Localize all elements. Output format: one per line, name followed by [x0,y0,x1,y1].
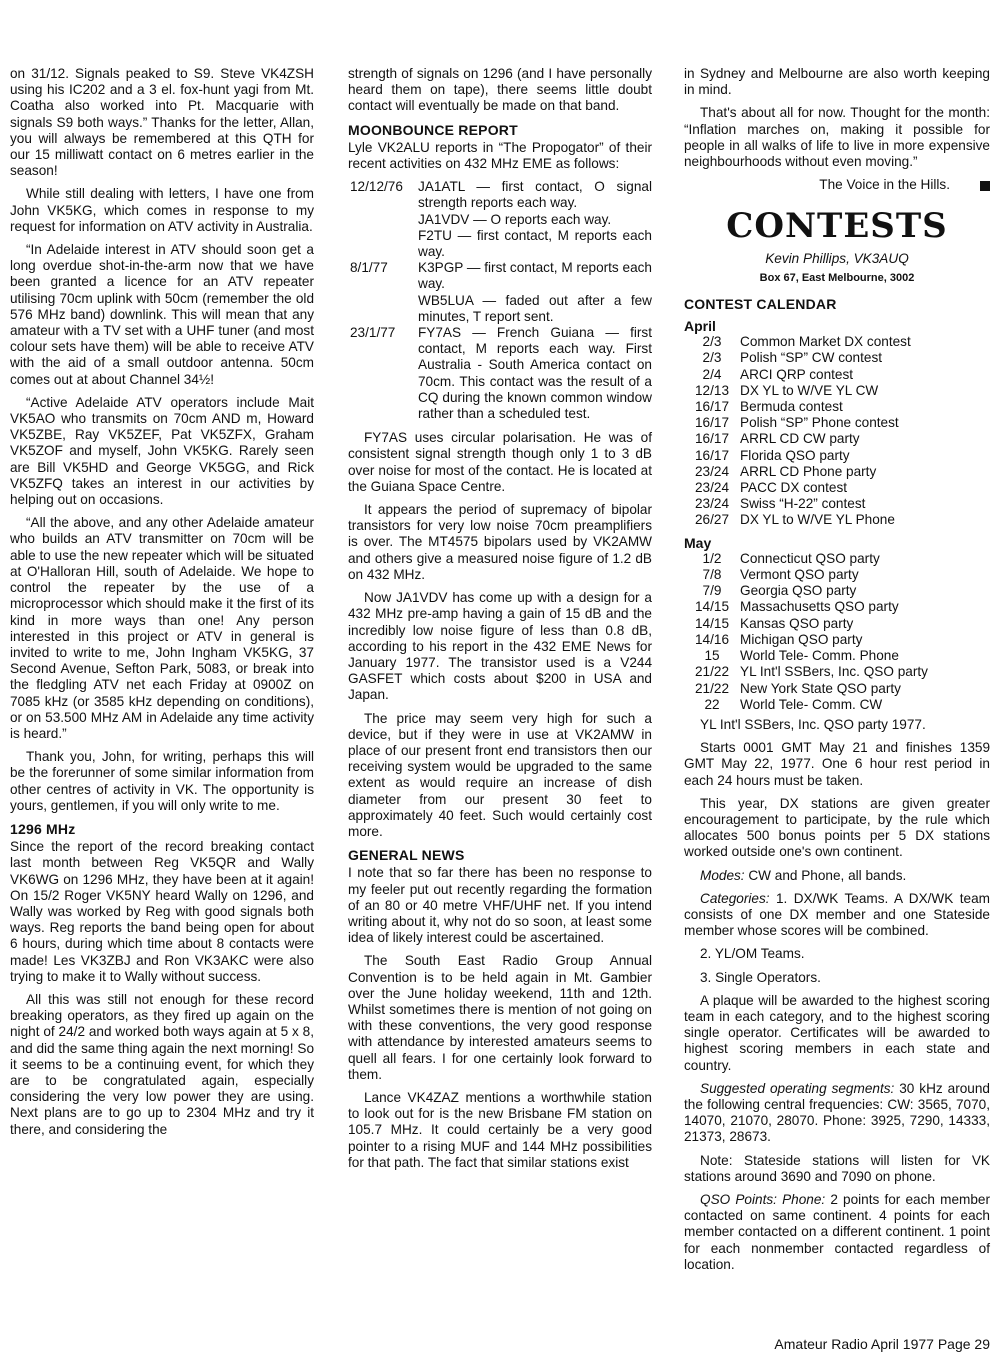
calendar-row: 14/15 Massachusetts QSO party [694,599,899,615]
paragraph: Starts 0001 GMT May 21 and finishes 1359 GMT May 22, 1977. One 6 hour rest period in each 24 hours must be taken. [684,740,990,788]
calendar-row: 14/15 Kansas QSO party [694,615,854,631]
paragraph: Since the report of the record breaking contact last month between Reg VK5QR and Wally VK6WG on 1296 MHz, they have been at it again! On 15/2 Roger VK5NY heard Wally on 1296, and Wally was worked by Reg with good signals both ways. Reg reports the band being open for about 6 hours, during which time about 8 contacts were made! Les VK3ZBJ and Ron VK3AKC were also trying to make it to Wally without success. [10,839,314,984]
calendar-row: 23/24 PACC DX contest [694,480,848,496]
calendar-row: 21/22 New York State QSO party [694,680,901,696]
april-calendar [684,334,990,528]
log-line: JA1VDV — O reports each way. [418,211,612,227]
signature: The Voice in the Hills. [819,177,950,193]
modes-label: Modes: [700,867,745,883]
paragraph: It appears the period of supremacy of bipolar transistors for very low noise 70cm preamplifiers is over. The MT4575 bipolars used by VK2AMW and others give a measured noise figure of 1.2 dB on 432 MHz. [348,502,652,582]
calendar-row: 1/2 Connecticut QSO party [702,550,880,566]
paragraph: on 31/12. Signals peaked to S9. Steve VK4ZSH using his IC202 and a 3 el. fox-hunt yagi from Mt. Coatha also worked into Pt. Macquarie with signals S9 both ways.” Thanks for the letter, Allan, you will always be remembered at this QTH for our 15 milliwatt contact on 6 metres earlier in the season! [10,66,314,179]
calendar-row: 12/13 DX YL to W/VE YL CW [694,382,879,398]
calendar-row: 23/24 ARRL CD Phone party [694,463,877,479]
calendar-row: 7/8 Vermont QSO party [702,567,859,583]
paragraph: All this was still not enough for these record breaking operators, as they fired up again on the night of 24/2 and worked both ways again at 5 x 8, and did the same thing again the next morning! So it seems to be a continuing event, for which they are to be congratulated again, especially considering the very low power they are using. Next plans are to go up to 2304 MHz and try it there, and considering the [10,991,314,1137]
log-row [348,325,652,422]
month-label-april: April [684,318,716,335]
paragraph: The price may seem very high for such a device, but if they were in use at VK2AMW in place of our present front end transistors then our receiving system would be upgraded to the same extent as would require an increase of dish diameter from our present 30 feet to approximately 40 feet. Such would certainly cost more. [348,710,652,839]
paragraph: Lyle VK2ALU reports in “The Propogator” of their recent activities on 432 MHz EME as follows: [348,139,652,172]
calendar-row: 23/24 Swiss “H-22” contest [694,496,866,512]
calendar-row: 16/17 Florida QSO party [694,447,850,463]
eme-log-table [348,179,652,422]
paragraph: A plaque will be awarded to the highest scoring team in each category, and to the highest scoring single operator. Certificates will be awarded to highest scoring members in each state and country. [684,992,990,1073]
calendar-row: 22 World Tele- Comm. CW [704,696,883,712]
log-row [348,179,652,260]
paragraph: QSO Points: Phone: 2 points for each member contacted on same continent. 4 points for each member contacted on a different continent. 1 point for each nonmember contacted regardless of location. [684,1191,990,1272]
log-line: JA1ATL — first contact, O signal strength reports each way. [418,179,652,211]
paragraph: in Sydney and Melbourne are also worth keeping in mind. [684,66,990,98]
contests-title: CONTESTS [726,206,948,247]
paragraph: Modes: CW and Phone, all bands. [700,867,907,883]
calendar-row: 16/17 ARRL CD CW party [694,431,860,447]
column-3 [684,66,990,1280]
paragraph: FY7AS uses circular polarisation. He was of consistent signal strength though only 1 to 3 dB over noise for most of the contact. He is located at the Guiana Space Centre. [348,430,652,494]
paragraph: 3. Single Operators. [700,969,821,985]
log-date: 8/1/77 [350,260,388,276]
end-of-article-icon [980,181,990,191]
paragraph: “Active Adelaide ATV operators include Mait VK5AO who transmits on 70cm AND m, Howard VK5ZBE, Ray VK5ZEF, Pat VK5ZFX, Graham VK5ZOF and myself, John VK5KG. Rarely seen are Bill VK5HD and George VK5GG, and Rick VK5ZFQ takes an interest in our activities by helping out on occasions. [10,394,314,508]
signature-line [684,177,990,193]
column-1 [10,66,314,1145]
paragraph: strength of signals on 1296 (and I have personally heard them on tape), there seems little doubt contact will eventually be made on that band. [348,66,652,114]
section-heading-moonbounce: MOONBOUNCE REPORT [348,121,518,138]
paragraph: Categories: 1. DX/WK Teams. A DX/WK team consists of one DX member and one Stateside member whose scores will be combined. [684,890,990,939]
paragraph: 2. YL/OM Teams. [700,946,805,962]
log-line: F2TU — first contact, M reports each way. [418,227,652,260]
calendar-row: 16/17 Polish “SP” Phone contest [694,415,899,431]
page-footer: Amateur Radio April 1977 Page 29 [774,1336,990,1352]
paragraph: That's about all for now. Thought for the month: “Inflation marches on, making it possible for people in all walks of life to live in more expensive neighbourhoods without even moving.” [684,105,990,170]
calendar-row: 2/3 Common Market DX contest [702,334,911,350]
calendar-row: 26/27 DX YL to W/VE YL Phone [694,512,895,528]
paragraph: Suggested operating segments: 30 kHz around the following central frequencies: CW: 3565, 7070, 14070, 21070, 28070. Phone: 3925, 7290, 14333, 21373, 28673. [684,1080,990,1145]
calendar-row: 21/22 YL Int'l SSBers, Inc. QSO party [694,664,928,680]
paragraph: “All the above, and any other Adelaide amateur who builds an ATV transmitter on 70cm will be able to use the new repeater which will be situated at O'Halloran Hill, south of Adelaide. We hope to control the repeater by the use of a microprocessor which should make it the first of its kind in more ways than one! Any person interested in this project or ATV in general is invited to write to me, John Ingham VK5KG, 37 Second Avenue, Sefton Park, 5083, or break into the fledgling ATV net each Friday at 0900Z on 7085 kHz (or 3585 kHz depending on conditions), or on 53.500 MHz AM in Adelaide any time activity is heard.” [10,515,314,741]
paragraph: YL Int'l SSBers, Inc. QSO party 1977. [700,716,926,732]
paragraph: While still dealing with letters, I have one from John VK5KG, which comes in response to my request for information on ATV activity in Australia. [10,186,314,234]
paragraph: The South East Radio Group Annual Convention is to be held again in Mt. Gambier over the June holiday weekend, 11th and 12th. Whilst sometimes there is mention of not going on with these conventions, the very good response with attendance by interested amateurs seems to quell all fears. I for one certainly look forward to them. [348,953,652,1082]
author-byline: Kevin Phillips, VK3AUQ [765,251,909,267]
segments-label: Suggested operating segments: [700,1080,895,1096]
log-date: 23/1/77 [350,325,396,341]
log-line: WB5LUA — faded out after a few minutes, T report sent. [418,292,652,324]
paragraph: “In Adelaide interest in ATV should soon get a long overdue shot-in-the-arm now that we have been granted a licence for an ATV repeater utilising 70cm uplink with 50cm (remember the old 576 MHz band) downlink. This will mean that any amateur with a TV set with a UHF tuner (and most colour sets have them) will be able to receive ATV with the aid of a small outdoor antenna. 50cm comes out at about Channel 34½! [10,242,314,387]
author-address: Box 67, East Melbourne, 3002 [759,271,915,284]
paragraph: Lance VK4ZAZ mentions a worthwhile station to look out for is the new Brisbane FM station on 105.7 MHz. It could certainly be a very good pointer to a rising MUF and 144 MHz possibilities for that path. The fact that similar stations exist [348,1089,652,1170]
paragraph: I note that so far there has been no response to my feeler put out recently regarding the formation of an 80 or 40 metre VHF/UHF net. If you intend writing about it, why not do so soon, at least some idea of likely interest could be ascertained. [348,865,652,946]
qso-points-label: QSO Points: Phone: [700,1191,826,1207]
paragraph: Now JA1VDV has come up with a design for a 432 MHz pre-amp having a gain of 15 dB and the incredibly low noise figure of less than 0.8 dB, according to his report in the 432 EME News for January 1977. The transistor used is a V244 GASFET which costs about $200 in USA and Japan. [348,590,652,703]
calendar-row: 14/16 Michigan QSO party [694,631,863,647]
paragraph: This year, DX stations are given greater encouragement to participate, by the rule which allocates 500 bonus points per 5 DX stations worked outside one's own continent. [684,795,990,860]
calendar-row: 7/9 Georgia QSO party [702,583,857,599]
paragraph: Note: Stateside stations will listen for VK stations around 3690 and 7090 on phone. [684,1152,990,1184]
calendar-row: 16/17 Bermuda contest [694,399,843,415]
log-line: FY7AS — French Guiana — first contact, M reports each way. First Australia - South America contact on 70cm. This contact was the result of a CQ during the known common window rather than a scheduled test. [418,325,652,422]
log-date: 12/12/76 [350,179,403,195]
log-line: K3PGP — first contact, M reports each way. [418,260,652,292]
section-heading-1296: 1296 MHz [10,820,76,837]
column-2 [348,66,652,1178]
section-heading-general-news: GENERAL NEWS [348,847,465,864]
calendar-row: 15 World Tele- Comm. Phone [704,648,899,664]
may-calendar [684,551,990,713]
contest-calendar-heading: CONTEST CALENDAR [684,295,837,312]
log-row [348,260,652,325]
paragraph: Thank you, John, for writing, perhaps this will be the forerunner of some similar information from other centres of activity in VK. The opportunity is yours, gentlemen, if you will only write to me. [10,749,314,813]
calendar-row: 2/3 Polish “SP” CW contest [702,350,883,366]
categories-label: Categories: [700,890,770,906]
month-label-may: May [684,534,712,551]
calendar-row: 2/4 ARCI QRP contest [702,366,854,382]
